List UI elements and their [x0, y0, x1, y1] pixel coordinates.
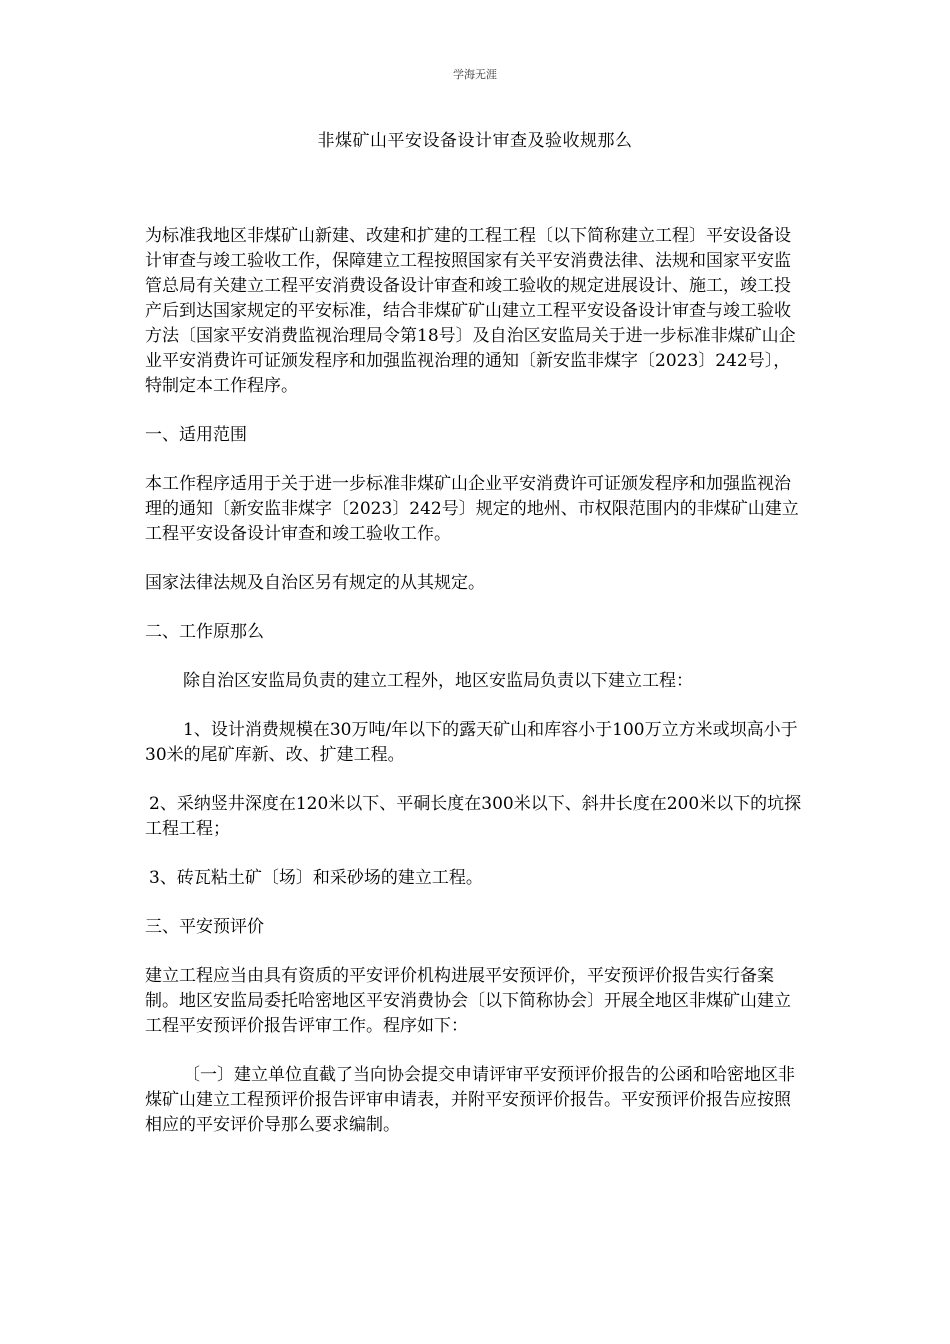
- list-item-2: 2、采纳竖井深度在120米以下、平硐长度在300米以下、斜井长度在200米以下的坑探工程工程；: [145, 794, 802, 839]
- intro-paragraph: 为标准我地区非煤矿山新建、改建和扩建的工程工程〔以下简称建立工程〕平安设备设计审查与竣工验收工作，保障建立工程按照国家有关平安消费法律、法规和国家平安监管总局有关建立工程平安消费设备设计审查和竣工验收的规定进展设计、施工，竣工投产后到达国家规定的平安标准，结合非煤矿矿山建立工程平安设备设计审查与竣工验收方法〔国家平安消费监视治理局令第18号〕及自治区安监局关于进一步标准非煤矿山企业平安消费许可证颁发程序和加强监视治理的通知〔新安监非煤字〔2023〕242号〕，特制定本工作程序。: [145, 226, 796, 396]
- pre-evaluation-paragraph: 建立工程应当由具有资质的平安评价机构进展平安预评价，平安预评价报告实行备案制。地区安监局委托哈密地区平安消费协会〔以下简称协会〕开展全地区非煤矿山建立工程平安预评价报告评审工作。程序如下：: [145, 966, 791, 1036]
- section-heading-principles: 二、工作原那么: [145, 622, 264, 642]
- list-item-1: 1、设计消费规模在30万吨/年以下的露天矿山和库容小于100万立方米或坝高小于30米的尾矿库新、改、扩建工程。: [145, 720, 798, 765]
- scope-note-paragraph: 国家法律法规及自治区另有规定的从其规定。: [145, 573, 485, 593]
- list-item-3: 3、砖瓦粘土矿〔场〕和采砂场的建立工程。: [149, 868, 483, 888]
- scope-paragraph: 本工作程序适用于关于进一步标准非煤矿山企业平安消费许可证颁发程序和加强监视治理的通知〔新安监非煤字〔2023〕242号〕规定的地州、市权限范围内的非煤矿山建立工程平安设备设计审查和竣工验收工作。: [145, 474, 799, 544]
- section-heading-scope: 一、适用范围: [145, 425, 247, 445]
- principles-paragraph: 除自治区安监局负责的建立工程外，地区安监局负责以下建立工程：: [183, 671, 693, 691]
- document-body: [145, 224, 805, 1162]
- document-title: 非煤矿山平安设备设计审查及验收规那么: [317, 131, 633, 151]
- pre-evaluation-step-1: 〔一〕建立单位直截了当向协会提交申请评审平安预评价报告的公函和哈密地区非煤矿山建立工程预评价报告评审申请表，并附平安预评价报告。平安预评价报告应按照相应的平安评价导那么要求编制。: [145, 1065, 795, 1135]
- page-header: 学海无涯: [453, 68, 497, 81]
- section-heading-pre-evaluation: 三、平安预评价: [145, 917, 264, 937]
